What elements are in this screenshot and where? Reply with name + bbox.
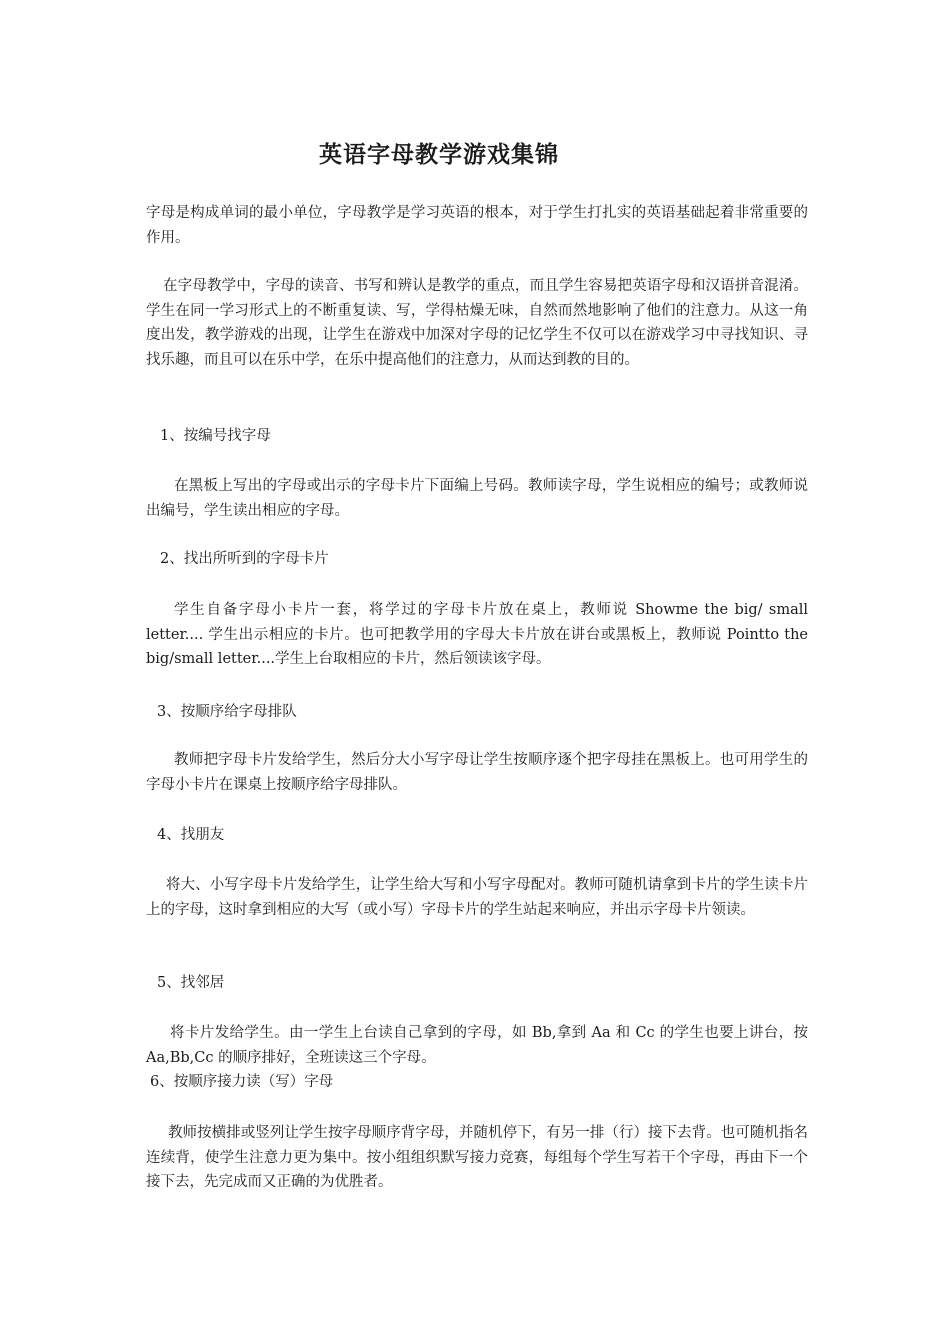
section-body-2: 学生自备字母小卡片一套，将学过的字母卡片放在桌上，教师说 Showme the big/ small letter.... 学生出示相应的卡片。也可把教学用的字母大卡片放在讲台或黑板上，教师说 Pointto the big/small letter....学生上台取相应的卡片，然后领读该字母。 — [146, 602, 808, 667]
section-body-1: 在黑板上写出的字母或出示的字母卡片下面编上号码。教师读字母，学生说相应的编号；或教师说出编号，学生读出相应的字母。 — [146, 478, 808, 519]
intro-paragraph-1: 字母是构成单词的最小单位，字母教学是学习英语的根本，对于学生打扎实的英语基础起着非常重要的作用。 — [146, 205, 808, 246]
section-body-4: 将大、小写字母卡片发给学生，让学生给大写和小写字母配对。教师可随机请拿到卡片的学生读卡片上的字母，这时拿到相应的大写（或小写）字母卡片的学生站起来响应，并出示字母卡片领读。 — [146, 877, 808, 918]
intro-paragraph-2: 在字母教学中，字母的读音、书写和辨认是教学的重点，而且学生容易把英语字母和汉语拼音混淆。学生在同一学习形式上的不断重复读、写，学得枯燥无味，自然而然地影响了他们的注意力。从这一角度出发，教学游戏的出现，让学生在游戏中加深对字母的记忆学生不仅可以在游戏学习中寻找知识、寻找乐趣，而且可以在乐中学，在乐中提高他们的注意力，从而达到教的目的。 — [146, 278, 808, 368]
section-heading-2: 2、找出所听到的字母卡片 — [160, 551, 329, 567]
section-heading-6: 6、按顺序接力读（写）字母 — [150, 1074, 334, 1090]
section-heading-5: 5、找邻居 — [157, 975, 225, 991]
section-body-3: 教师把字母卡片发给学生，然后分大小写字母让学生按顺序逐个把字母挂在黑板上。也可用学生的字母小卡片在课桌上按顺序给字母排队。 — [146, 752, 808, 793]
section-heading-1: 1、按编号找字母 — [160, 428, 271, 444]
page-title: 英语字母教学游戏集锦 — [319, 141, 559, 168]
section-body-5: 将卡片发给学生。由一学生上台读自己拿到的字母，如 Bb,拿到 Aa 和 Cc 的学生也要上讲台，按 Aa,Bb,Cc 的顺序排好，全班读这三个字母。 — [146, 1025, 808, 1066]
section-heading-4: 4、找朋友 — [157, 827, 225, 843]
section-heading-3: 3、按顺序给字母排队 — [157, 704, 297, 720]
section-body-6: 教师按横排或竖列让学生按字母顺序背字母，并随机停下，有另一排（行）接下去背。也可随机指名连续背，使学生注意力更为集中。按小组组织默写接力竞赛，每组每个学生写若干个字母，再由下一个接下去，先完成而又正确的为优胜者。 — [146, 1125, 808, 1190]
